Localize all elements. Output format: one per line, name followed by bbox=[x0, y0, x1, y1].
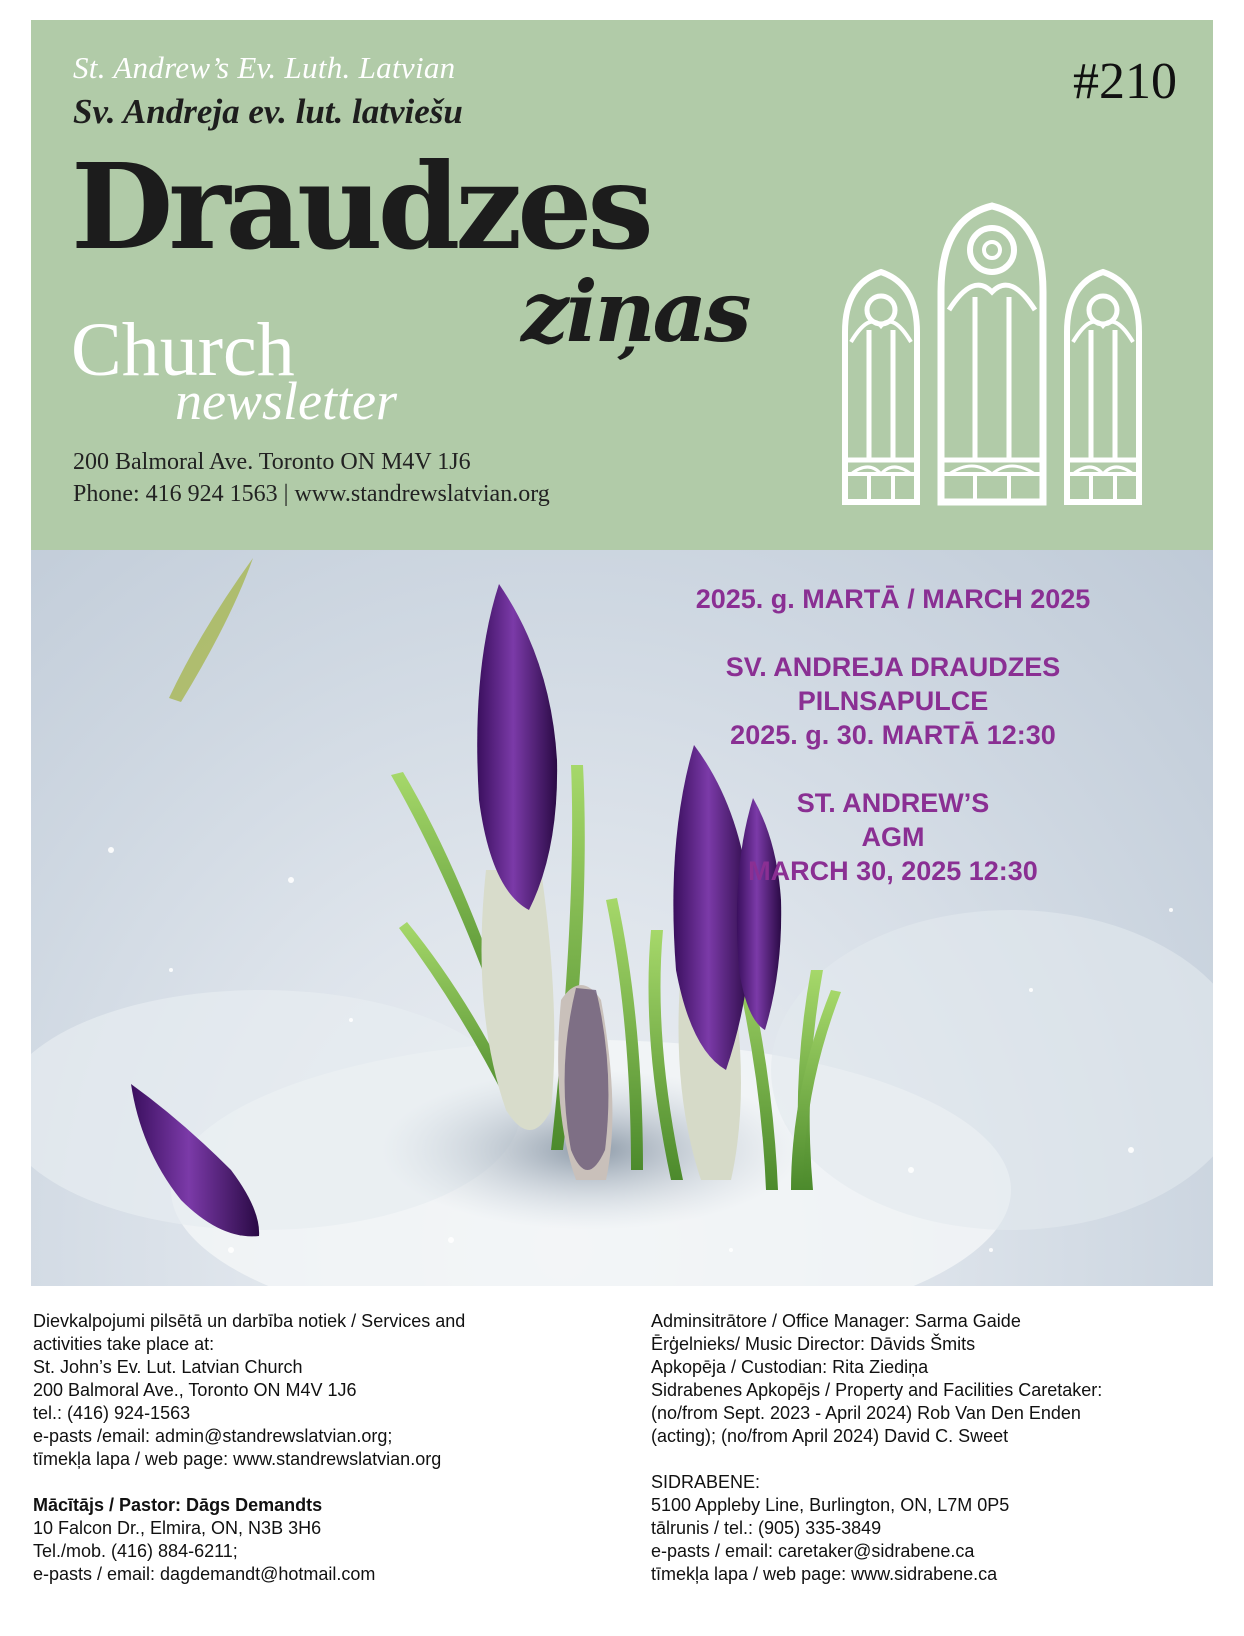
agm-english bbox=[573, 786, 1213, 888]
agm-latvian-line: SV. ANDREJA DRAUDZES bbox=[725, 652, 1061, 682]
info-line: 200 Balmoral Ave., Toronto ON M4V 1J6 bbox=[33, 1380, 357, 1400]
sidrabene-email-link[interactable]: e-pasts / email: caretaker@sidrabene.ca bbox=[651, 1541, 975, 1561]
title-zinas: ziņas bbox=[521, 262, 749, 361]
agm-english-line: ST. ANDREW’S bbox=[796, 788, 990, 818]
info-line: Tel./mob. (416) 884-6211; bbox=[33, 1541, 238, 1561]
spacer bbox=[651, 1448, 1231, 1471]
sidrabene-heading: SIDRABENE: bbox=[651, 1472, 761, 1492]
title-church: Church bbox=[71, 308, 295, 392]
info-line: 10 Falcon Dr., Elmira, ON, N3B 3H6 bbox=[33, 1518, 322, 1538]
services-info-column bbox=[33, 1310, 593, 1586]
agm-english-line: AGM bbox=[861, 822, 925, 852]
title-draudzes: Draudzes bbox=[71, 137, 649, 276]
info-line: 5100 Appleby Line, Burlington, ON, L7M 0P5 bbox=[651, 1495, 1010, 1515]
crocus-snow-photo bbox=[31, 550, 1213, 1286]
church-name-latvian: Sv. Andreja ev. lut. latviešu bbox=[73, 92, 463, 131]
info-line: (no/from Sept. 2023 - April 2024) Rob Van Den Enden bbox=[651, 1403, 1081, 1423]
pastor-email-link[interactable]: e-pasts / email: dagdemandt@hotmail.com bbox=[33, 1564, 376, 1584]
agm-latvian-line: 2025. g. 30. MARTĀ 12:30 bbox=[730, 720, 1056, 750]
agm-latvian-line: PILNSAPULCE bbox=[797, 686, 989, 716]
church-name-english: St. Andrew’s Ev. Luth. Latvian bbox=[73, 50, 456, 85]
issue-date: 2025. g. MARTĀ / MARCH 2025 bbox=[695, 584, 1091, 614]
gothic-windows-icon bbox=[837, 202, 1147, 512]
pastor-heading: Mācītājs / Pastor: Dāgs Demandts bbox=[33, 1495, 323, 1515]
title-newsletter: newsletter bbox=[175, 371, 397, 431]
masthead bbox=[31, 20, 1213, 550]
website-link[interactable]: tīmekļa lapa / web page: www.standrewslatvian.org bbox=[33, 1449, 442, 1469]
issue-number: #210 bbox=[1073, 53, 1177, 110]
info-line: Apkopēja / Custodian: Rita Ziediņa bbox=[651, 1357, 929, 1377]
spacer bbox=[33, 1471, 593, 1494]
sidrabene-website-link[interactable]: tīmekļa lapa / web page: www.sidrabene.ca bbox=[651, 1564, 998, 1584]
info-line: tel.: (416) 924-1563 bbox=[33, 1403, 191, 1423]
info-line: Ērģelnieks/ Music Director: Dāvids Šmits bbox=[651, 1334, 976, 1354]
street-address: 200 Balmoral Ave. Toronto ON M4V 1J6 bbox=[73, 449, 471, 475]
info-line: (acting); (no/from April 2024) David C. Sweet bbox=[651, 1426, 1009, 1446]
masthead-address bbox=[73, 446, 550, 510]
info-line: tālrunis / tel.: (905) 335-3849 bbox=[651, 1518, 882, 1538]
info-line: Adminsitrātore / Office Manager: Sarma Gaide bbox=[651, 1311, 1021, 1331]
agm-latvian bbox=[573, 650, 1213, 752]
staff-info-column bbox=[651, 1310, 1231, 1586]
email-link[interactable]: e-pasts /email: admin@standrewslatvian.org; bbox=[33, 1426, 393, 1446]
phone-website: Phone: 416 924 1563 | www.standrewslatvian.org bbox=[73, 481, 550, 507]
info-line: Dievkalpojumi pilsētā un darbība notiek / Services and bbox=[33, 1311, 466, 1331]
info-line: St. John’s Ev. Lut. Latvian Church bbox=[33, 1357, 303, 1377]
info-line: activities take place at: bbox=[33, 1334, 215, 1354]
info-line: Sidrabenes Apkopējs / Property and Facilities Caretaker: bbox=[651, 1380, 1103, 1400]
agm-english-line: MARCH 30, 2025 12:30 bbox=[748, 856, 1038, 886]
